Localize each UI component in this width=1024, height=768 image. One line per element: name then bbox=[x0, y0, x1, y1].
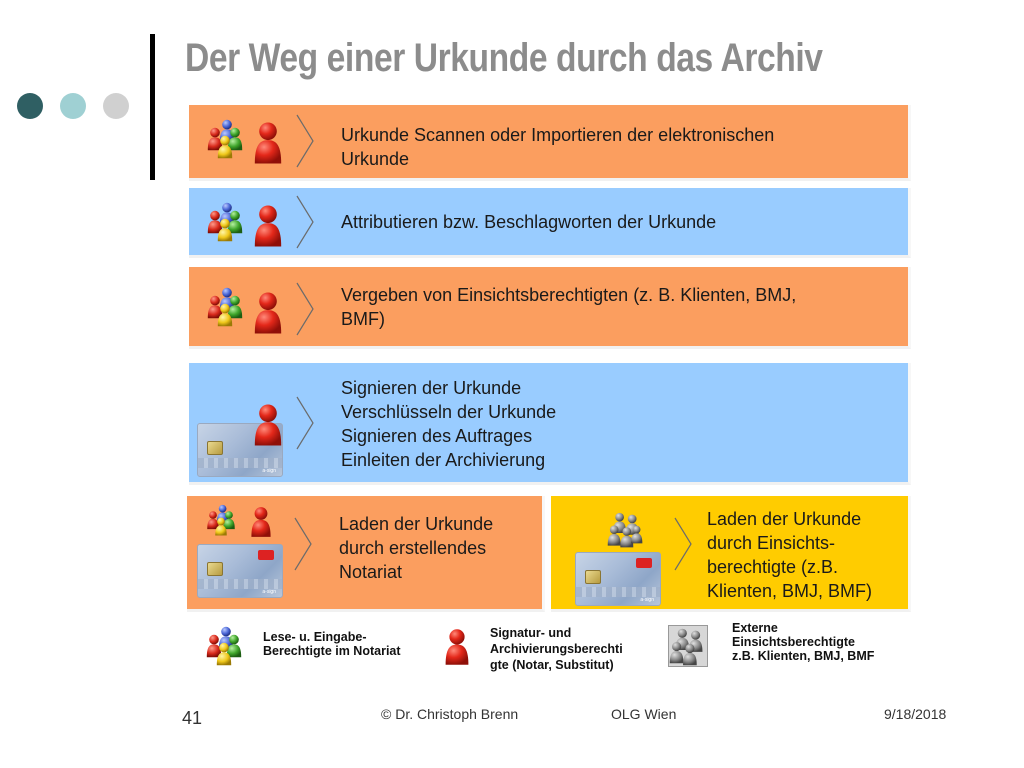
legend-gray-group-box bbox=[668, 625, 708, 667]
step-6-line-2: durch Einsichts- bbox=[707, 533, 836, 553]
chevron-right-icon bbox=[293, 516, 313, 572]
chevron-right-icon bbox=[295, 194, 315, 250]
smart-card-icon: a-sign bbox=[197, 544, 283, 598]
footer-author: © Dr. Christoph Brenn bbox=[381, 706, 519, 722]
page-number: 41 bbox=[182, 708, 203, 728]
legend-readers: Lese- u. Eingabe- Berechtigte im Notariat bbox=[263, 630, 401, 658]
step-2-box bbox=[189, 188, 911, 258]
step-3-line-2: BMF) bbox=[341, 309, 385, 329]
step-5-line-1: Laden der Urkunde bbox=[339, 514, 494, 534]
step-5-box bbox=[187, 496, 545, 612]
group-people-icon bbox=[205, 202, 245, 244]
red-person-icon bbox=[251, 291, 285, 335]
gray-group-icon bbox=[607, 512, 643, 550]
red-person-icon bbox=[251, 121, 285, 165]
step-4-box bbox=[189, 363, 911, 485]
step-3-box bbox=[189, 267, 911, 349]
footer-date: 9/18/2018 bbox=[884, 706, 947, 722]
step-4-line-1: Signieren der Urkunde bbox=[341, 378, 522, 398]
legend-gray-group-icon bbox=[669, 626, 707, 666]
step-1-box bbox=[189, 105, 911, 181]
step-5-line-3: Notariat bbox=[339, 562, 403, 582]
group-people-icon bbox=[205, 119, 245, 161]
step-1-line-2: Urkunde bbox=[341, 149, 410, 169]
smart-card-icon: a-sign bbox=[575, 552, 661, 606]
step-1-line-1: Urkunde Scannen oder Importieren der elektronischen bbox=[341, 125, 775, 145]
step-4-line-2: Verschlüsseln der Urkunde bbox=[341, 402, 557, 422]
footer-org: OLG Wien bbox=[611, 706, 677, 722]
legend-group-people-icon bbox=[200, 626, 248, 668]
legend-external: Externe Einsichtsberechtigte z.B. Klienten, BMJ, BMF bbox=[732, 621, 875, 663]
red-person-icon bbox=[251, 204, 285, 248]
chevron-right-icon bbox=[295, 281, 315, 337]
red-person-icon bbox=[251, 403, 285, 447]
group-people-icon bbox=[205, 287, 245, 329]
slide-title: Der Weg einer Urkunde durch das Archiv bbox=[185, 36, 823, 80]
smart-card-icon: a-sign bbox=[197, 423, 283, 477]
chevron-right-icon bbox=[673, 516, 693, 572]
chevron-right-icon bbox=[295, 395, 315, 451]
step-4-line-3: Signieren des Auftrages bbox=[341, 426, 533, 446]
step-6-line-1: Laden der Urkunde bbox=[707, 509, 862, 529]
decor-dot-gray bbox=[103, 93, 129, 119]
step-3-line-1: Vergeben von Einsichtsberechtigten (z. B. Klienten, BMJ, bbox=[341, 285, 797, 305]
title-divider bbox=[150, 34, 155, 180]
step-2-line-1: Attributieren bzw. Beschlagworten der Urkunde bbox=[341, 212, 717, 232]
step-4-line-4: Einleiten der Archivierung bbox=[341, 450, 546, 470]
legend-red-person-icon bbox=[442, 628, 472, 666]
decor-dot-dark bbox=[17, 93, 43, 119]
step-5-line-2: durch erstellendes bbox=[339, 538, 487, 558]
legend-signers: Signatur- und Archivierungsberechti gte (Notar, Substitut) bbox=[490, 626, 623, 672]
chevron-right-icon bbox=[295, 113, 315, 169]
red-person-icon bbox=[249, 506, 273, 538]
decor-dot-teal bbox=[60, 93, 86, 119]
group-people-icon bbox=[205, 504, 237, 538]
step-6-box bbox=[551, 496, 911, 612]
step-6-line-3: berechtigte (z.B. bbox=[707, 557, 839, 577]
step-6-line-4: Klienten, BMJ, BMF) bbox=[707, 581, 873, 601]
